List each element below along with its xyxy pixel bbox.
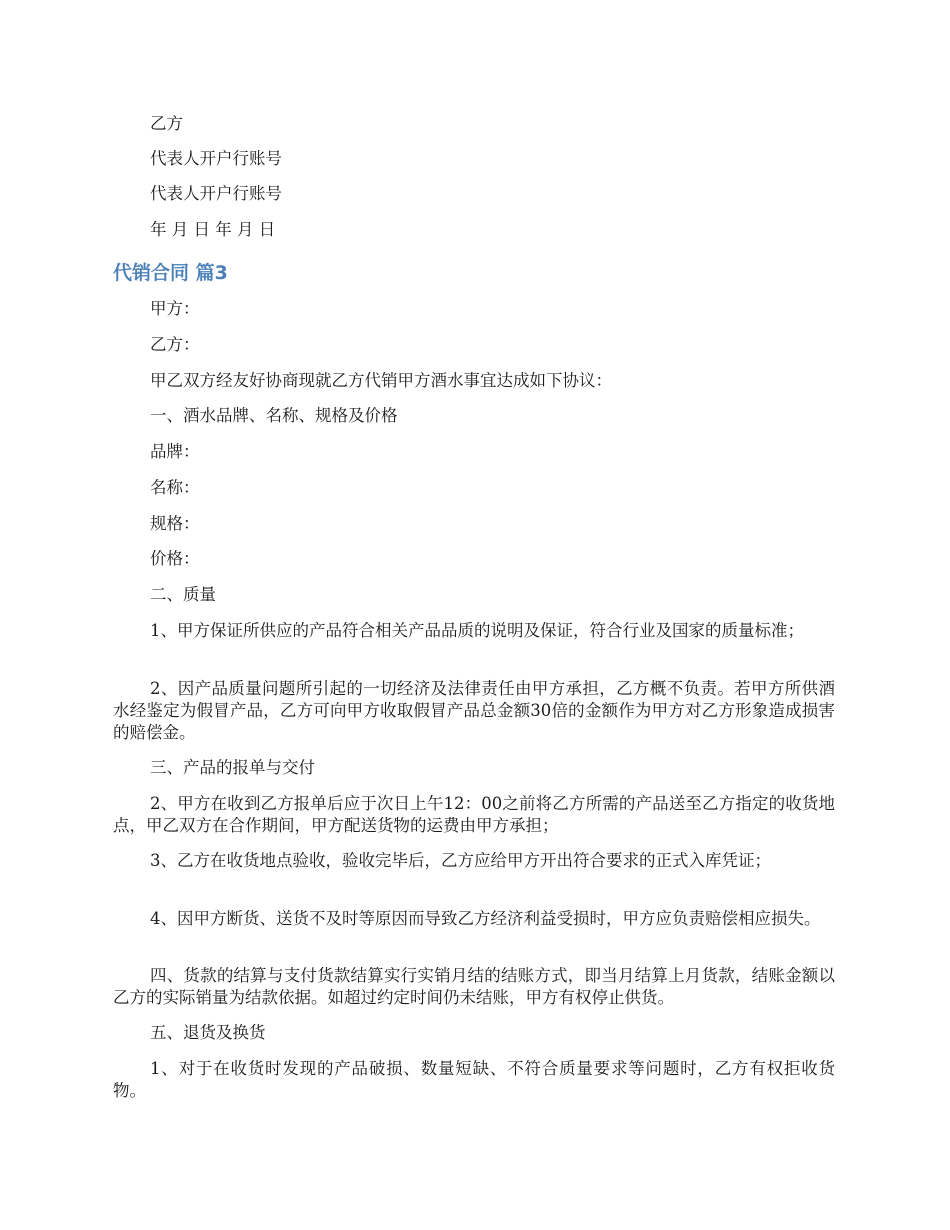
- text-line: 品牌：: [150, 442, 200, 461]
- text-line: 二、质量: [150, 585, 216, 604]
- text-line: 代表人开户行账号: [150, 149, 282, 168]
- text-line: 乙方: [150, 114, 183, 133]
- paragraph: 2、甲方在收到乙方报单后应于次日上午12：00之前将乙方所需的产品送至乙方指定的收货地点，甲乙双方在合作期间，甲方配送货物的运费由甲方承担；: [113, 794, 835, 835]
- paragraph: 4、因甲方断货、送货不及时等原因而导致乙方经济利益受损时，甲方应负责赔偿相应损失。: [150, 909, 821, 928]
- paragraph: 1、甲方保证所供应的产品符合相关产品品质的说明及保证，符合行业及国家的质量标准；: [150, 621, 804, 640]
- text-line: 代表人开户行账号: [150, 184, 282, 203]
- text-line: 规格：: [150, 514, 200, 533]
- paragraph: 1、对于在收货时发现的产品破损、数量短缺、不符合质量要求等问题时，乙方有权拒收货物。: [113, 1059, 835, 1100]
- paragraph: 2、因产品质量问题所引起的一切经济及法律责任由甲方承担，乙方概不负责。若甲方所供酒水经鉴定为假冒产品，乙方可向甲方收取假冒产品总金额30倍的金额作为甲方对乙方形象造成损害的赔偿金。: [113, 679, 835, 742]
- text-line: 名称：: [150, 478, 200, 497]
- paragraph: 3、乙方在收货地点验收，验收完毕后，乙方应给甲方开出符合要求的正式入库凭证；: [150, 851, 771, 870]
- text-line: 一、酒水品牌、名称、规格及价格: [150, 406, 398, 425]
- text-line: 甲方：: [150, 299, 200, 318]
- section-heading: 代销合同 篇3: [113, 262, 228, 284]
- text-line: 年 月 日 年 月 日: [150, 220, 276, 239]
- text-line: 五、退货及换货: [150, 1023, 266, 1042]
- text-line: 乙方：: [150, 335, 200, 354]
- text-line: 价格：: [150, 549, 200, 568]
- text-line: 三、产品的报单与交付: [150, 758, 315, 777]
- text-line: 甲乙双方经友好协商现就乙方代销甲方酒水事宜达成如下协议：: [150, 371, 612, 390]
- paragraph: 四、货款的结算与支付货款结算实行实销月结的结账方式，即当月结算上月货款，结账金额以乙方的实际销量为结款依据。如超过约定时间仍未结账，甲方有权停止供货。: [113, 966, 835, 1007]
